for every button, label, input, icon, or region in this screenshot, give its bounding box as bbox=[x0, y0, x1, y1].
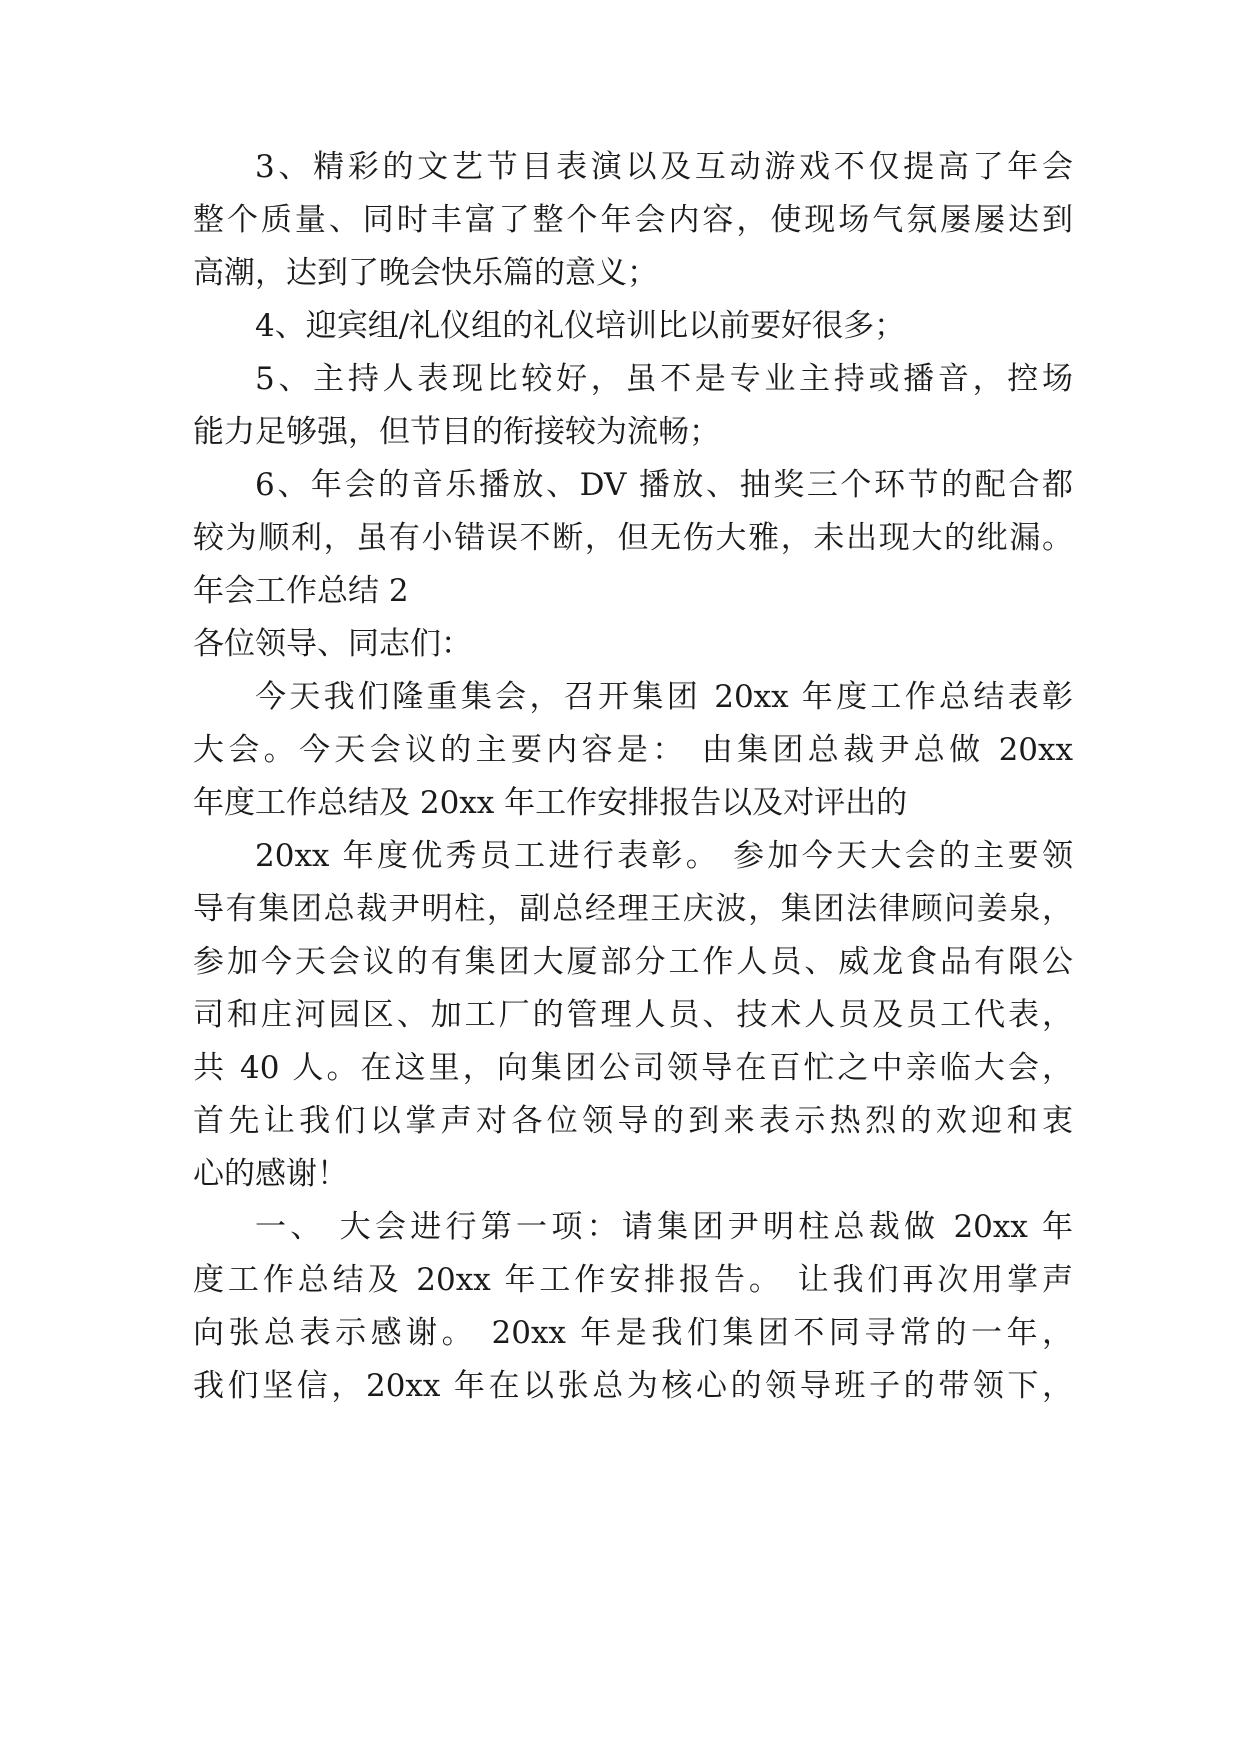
text-line: 3、精彩的文艺节目表演以及互动游戏不仅提高了年会 bbox=[255, 149, 1073, 185]
text-line: 度工作总结及 20xx 年工作安排报告。 让我们再次用掌声 bbox=[193, 1262, 1073, 1298]
text-line: 今天我们隆重集会，召开集团 20xx 年度工作总结表彰 bbox=[255, 679, 1073, 715]
text-line: 高潮，达到了晚会快乐篇的意义； bbox=[193, 255, 658, 291]
text-line: 大会。今天会议的主要内容是： 由集团总裁尹总做 20xx bbox=[193, 732, 1073, 768]
text-line: 较为顺利，虽有小错误不断，但无伤大雅，未出现大的纰漏。 bbox=[193, 520, 1073, 556]
text-line: 导有集团总裁尹明柱，副总经理王庆波，集团法律顾问姜泉， bbox=[193, 891, 1073, 927]
section-heading: 年会工作总结 2 bbox=[193, 573, 409, 609]
text-line: 6、年会的音乐播放、DV 播放、抽奖三个环节的配合都 bbox=[255, 467, 1073, 503]
salutation: 各位领导、同志们： bbox=[193, 626, 472, 662]
text-line: 我们坚信，20xx 年在以张总为核心的领导班子的带领下， bbox=[193, 1368, 1073, 1404]
text-line: 首先让我们以掌声对各位领导的到来表示热烈的欢迎和衷 bbox=[193, 1103, 1073, 1139]
text-line: 司和庄河园区、加工厂的管理人员、技术人员及员工代表， bbox=[193, 997, 1073, 1033]
text-line: 年度工作总结及 20xx 年工作安排报告以及对评出的 bbox=[193, 785, 908, 821]
text-line: 20xx 年度优秀员工进行表彰。 参加今天大会的主要领 bbox=[255, 838, 1073, 874]
text-line: 5、主持人表现比较好，虽不是专业主持或播音，控场 bbox=[255, 361, 1073, 397]
text-line: 参加今天会议的有集团大厦部分工作人员、威龙食品有限公 bbox=[193, 944, 1073, 980]
text-line: 整个质量、同时丰富了整个年会内容，使现场气氛屡屡达到 bbox=[193, 202, 1073, 238]
text-line: 4、迎宾组/礼仪组的礼仪培训比以前要好很多； bbox=[255, 308, 906, 344]
text-line: 一、 大会进行第一项：请集团尹明柱总裁做 20xx 年 bbox=[255, 1209, 1073, 1245]
text-line: 心的感谢！ bbox=[193, 1156, 348, 1192]
text-line: 能力足够强，但节目的衔接较为流畅； bbox=[193, 414, 720, 450]
text-line: 向张总表示感谢。 20xx 年是我们集团不同寻常的一年， bbox=[193, 1315, 1073, 1351]
text-line: 共 40 人。在这里，向集团公司领导在百忙之中亲临大会， bbox=[193, 1050, 1073, 1086]
